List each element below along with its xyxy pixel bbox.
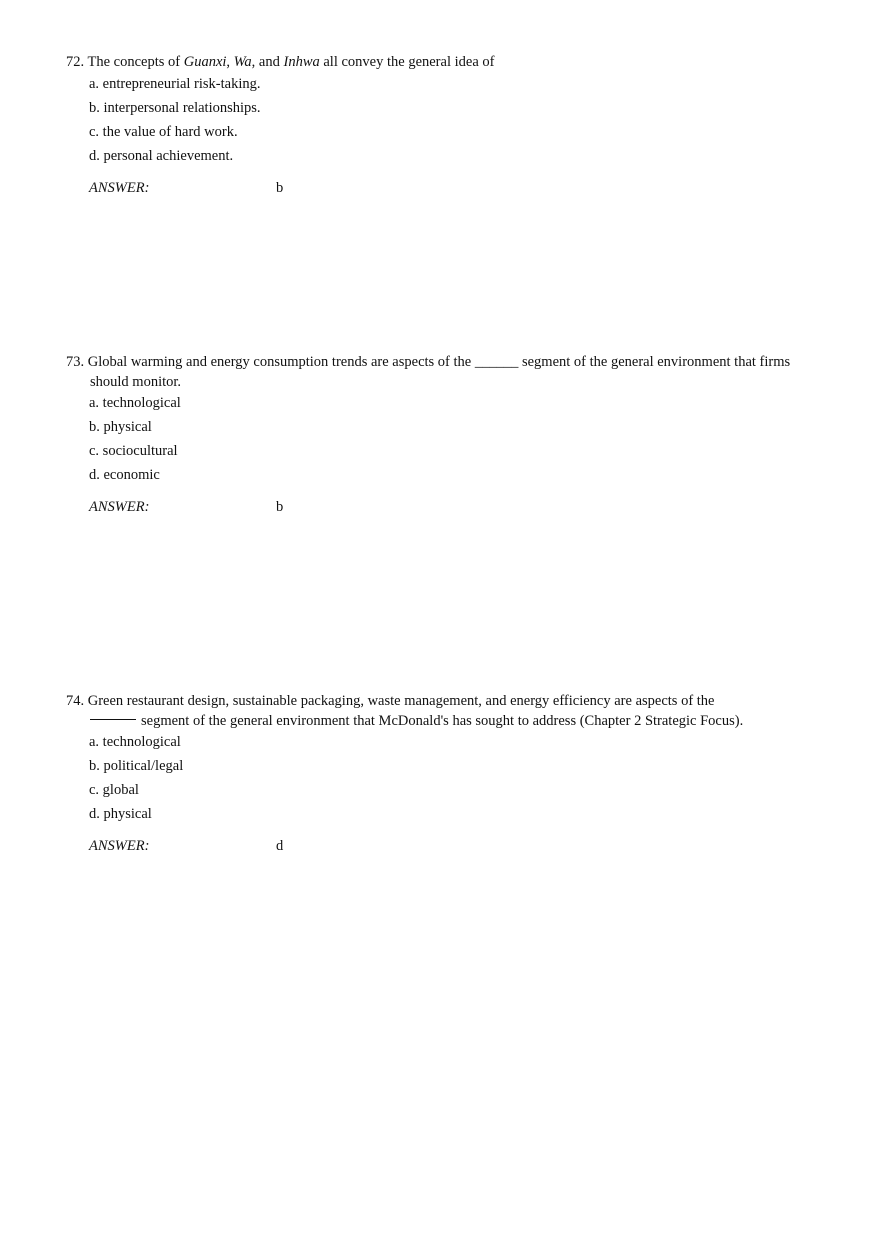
answer-row [89,498,826,518]
question-72 [66,53,826,199]
option-b: b. physical [89,419,152,436]
option-b: b. interpersonal relationships. [89,99,261,116]
option-c: c. sociocultural [89,443,178,460]
option-c: c. global [89,782,139,799]
question-73-stem: 73. Global warming and energy consumption trends are aspects of the ______ segment of the general environment that firms should monitor. [66,354,791,390]
options-list [89,75,826,171]
option-d: d. physical [89,806,152,823]
answer-row [89,179,826,199]
option-c: c. the value of hard work. [89,123,238,140]
question-number: 73. [66,354,85,370]
option-a: a. technological [89,734,181,751]
fill-in-blank-line [90,719,136,720]
answer-row [89,837,826,857]
question-number: 72. [66,54,85,70]
term-wa: Wa [233,54,252,70]
options-list [89,394,826,490]
answer-value: b [276,499,284,516]
term-guanxi: Guanxi [183,54,227,70]
answer-value: d [276,838,284,855]
answer-label: ANSWER: [89,499,150,516]
term-inhwa: Inhwa [283,54,320,70]
answer-label: ANSWER: [89,838,150,855]
question-74-stem: 74. Green restaurant design, sustainable packaging, waste management, and energy efficiency are aspects of the segment of the general environment that McDonald's has sought to address (Chapter 2 Strategic Focus). [66,693,744,729]
option-d: d. personal achievement. [89,147,234,164]
option-b: b. political/legal [89,758,184,775]
question-72-stem: 72. The concepts of Guanxi, Wa, and Inhwa all convey the general idea of [66,54,495,70]
question-73 [66,353,826,518]
question-number: 74. [66,693,85,709]
option-a: a. entrepreneurial risk-taking. [89,75,261,92]
options-list [89,733,826,829]
option-a: a. technological [89,395,181,412]
option-d: d. economic [89,467,160,484]
answer-label: ANSWER: [89,179,150,196]
question-74 [66,692,826,857]
answer-value: b [276,179,284,196]
